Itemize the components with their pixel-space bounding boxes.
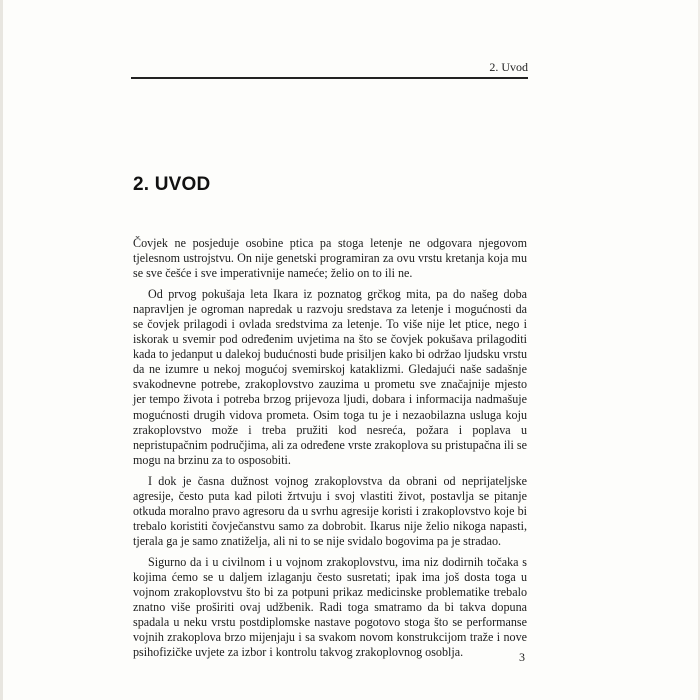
paragraph-4: Sigurno da i u civilnom i u vojnom zrakoplovstvu, ima niz dodirnih točaka s kojima ćemo se u daljem izlaganju često susretati; ipak ima još dosta toga u vojnom zrakoplovstvu što bi za potpuni prikaz medicinske problematike trebalo znatno više proširiti ovaj udžbenik. Radi toga smatramo da bi takva dopuna spadala u neku vrstu postdiplomske nastave pogotovo stoga što se performanse vojnih zrakoplova brzo mijenjaju i sa svakom novom konstrukcijom traže i nove psihofizičke uvjete za izbor i kontrolu takvog zrakoplovnog osoblja. (133, 554, 527, 660)
body-text (133, 236, 527, 666)
chapter-title: 2. UVOD (133, 174, 211, 195)
scan-edge-left (0, 0, 3, 700)
page-number: 3 (519, 650, 525, 664)
paragraph-1: Čovjek ne posjeduje osobine ptica pa stoga letenje ne odgovara njegovom tjelesnom ustrojstvu. On nije genetski programiran za ovu vrstu kretanja koja mu se sve češće i sve imperativnije nameće; želio on to ili ne. (133, 236, 527, 281)
running-header: 2. Uvod (489, 60, 528, 74)
header-rule (131, 77, 528, 79)
paragraph-3: I dok je časna dužnost vojnog zrakoplovstva da obrani od neprijateljske agresije, često puta kad piloti žrtvuju i svoj vlastiti život, postavlja se pitanje otkuda moralno pravo agresoru da u svrhu agresije koristi i zrakoplovstvo koje bi trebalo koristiti čovječanstvu samo za dobrobit. Ikarus nije želio nikoga napasti, tjerala ga je samo znatiželja, ali ni to se nije svidalo bogovima pa je stradao. (133, 473, 527, 548)
paragraph-2: Od prvog pokušaja leta Ikara iz poznatog grčkog mita, pa do našeg doba napravljen je ogroman napredak u razvoju sredstava za letenje i mogućnosti da se čovjek prilagodi i ovlada sredstvima za letenje. To više nije let ptice, nego i iskorak u svemir pod određenim uvjetima na što se čovjek pokušava prilagoditi kada to jedanput u dalekoj budućnosti bude prisiljen kako bi održao ljudsku vrstu da ne izumre u nekoj mogućoj svemirskoj kataklizmi. Gledajući naše sadašnje svakodnevne potrebe, zrakoplovstvo zauzima u prometu sve značajnije mjesto jer tempo života i potreba brzog prijevoza ljudi, dobara i informacija nadmašuje mogućnosti drugih vidova prometa. Osim toga tu je i nezaobilazna usluga koju zrakoplovstvo može i treba pružiti kod nesreća, požara i poplava u nepristupačnim područjima, ali za određene vrste zrakoplova su pristupačna ili se mogu na brzinu za to osposobiti. (133, 287, 527, 467)
